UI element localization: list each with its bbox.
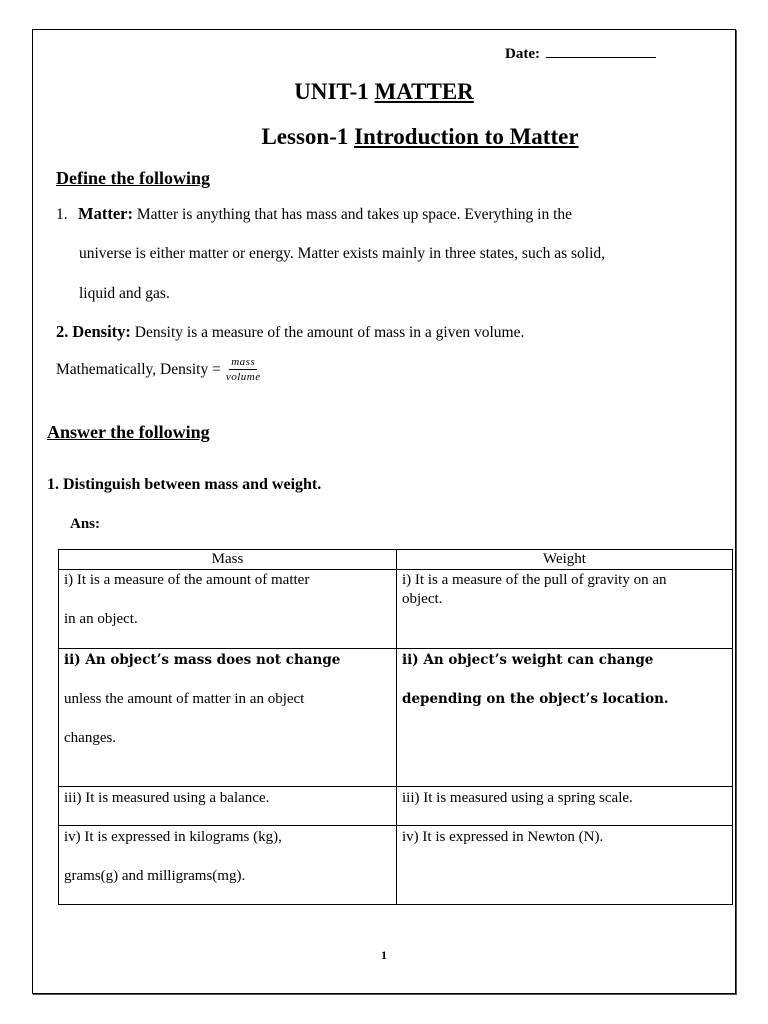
cell-line: grams(g) and milligrams(mg). (64, 868, 246, 884)
lesson-prefix: Lesson-1 (261, 124, 349, 149)
table-cell-weight (397, 826, 733, 905)
date-blank (546, 45, 656, 58)
density-fraction (224, 356, 263, 383)
table-header-mass: Mass (59, 550, 397, 570)
cell-line: i) It is a measure of the pull of gravity on an (402, 572, 667, 588)
cell-line: iii) It is measured using a balance. (64, 790, 270, 806)
cell-line: ii) An object’s weight can change (402, 652, 654, 668)
page-number: 1 (381, 948, 387, 962)
definition-term: Matter: (78, 204, 133, 223)
fraction-denominator: volume (225, 371, 261, 383)
lesson-name: Introduction to Matter (354, 124, 579, 149)
table-cell-mass (59, 649, 397, 787)
answer-heading: Answer the following (47, 422, 210, 442)
mass-weight-table (58, 549, 733, 905)
cell-line: changes. (64, 730, 117, 746)
date-line (505, 45, 656, 63)
cell-line: ii) An object’s mass does not change (64, 652, 341, 668)
lesson-title (0, 124, 768, 150)
date-label: Date: (505, 46, 540, 62)
definition-density (56, 322, 524, 343)
table-cell-mass (59, 826, 397, 905)
unit-title (0, 79, 768, 105)
cell-line: iii) It is measured using a spring scale. (402, 790, 633, 806)
fraction-numerator: mass (231, 356, 256, 368)
ans-label: Ans: (70, 516, 101, 532)
cell-line: object. (402, 591, 443, 607)
cell-line: iv) It is expressed in kilograms (kg), (64, 829, 282, 845)
table-cell-mass (59, 787, 397, 826)
definition-matter (56, 204, 572, 225)
table-cell-mass (59, 570, 397, 649)
definition-text: Density is a measure of the amount of mass in a given volume. (130, 324, 525, 341)
define-heading: Define the following (56, 168, 210, 188)
table-row (59, 826, 733, 905)
definition-matter-line3: liquid and gas. (79, 285, 170, 302)
table-header-row (59, 550, 733, 570)
table-row (59, 570, 733, 649)
cell-line: iv) It is expressed in Newton (N). (402, 829, 604, 845)
cell-line: depending on the object’s location. (402, 691, 669, 707)
table-cell-weight (397, 649, 733, 787)
table-header-weight: Weight (397, 550, 733, 570)
unit-name: MATTER (374, 79, 474, 104)
unit-prefix: UNIT-1 (294, 79, 369, 104)
density-formula (56, 356, 263, 383)
cell-line: in an object. (64, 611, 138, 627)
table-cell-weight (397, 570, 733, 649)
definition-matter-line2: universe is either matter or energy. Matter exists mainly in three states, such as solid, (79, 245, 606, 262)
table-cell-weight (397, 787, 733, 826)
definition-text: Matter is anything that has mass and takes up space. Everything in the (132, 206, 573, 223)
table-row (59, 787, 733, 826)
definition-number: 1. (56, 206, 68, 223)
cell-line: i) It is a measure of the amount of matter (64, 572, 310, 588)
table-row (59, 649, 733, 787)
question-1: 1. Distinguish between mass and weight. (47, 476, 322, 493)
definition-term: Density: (72, 322, 131, 341)
definition-number: 2. (56, 322, 69, 341)
formula-prefix: Mathematically, Density = (56, 360, 221, 378)
cell-line: unless the amount of matter in an object (64, 691, 305, 707)
